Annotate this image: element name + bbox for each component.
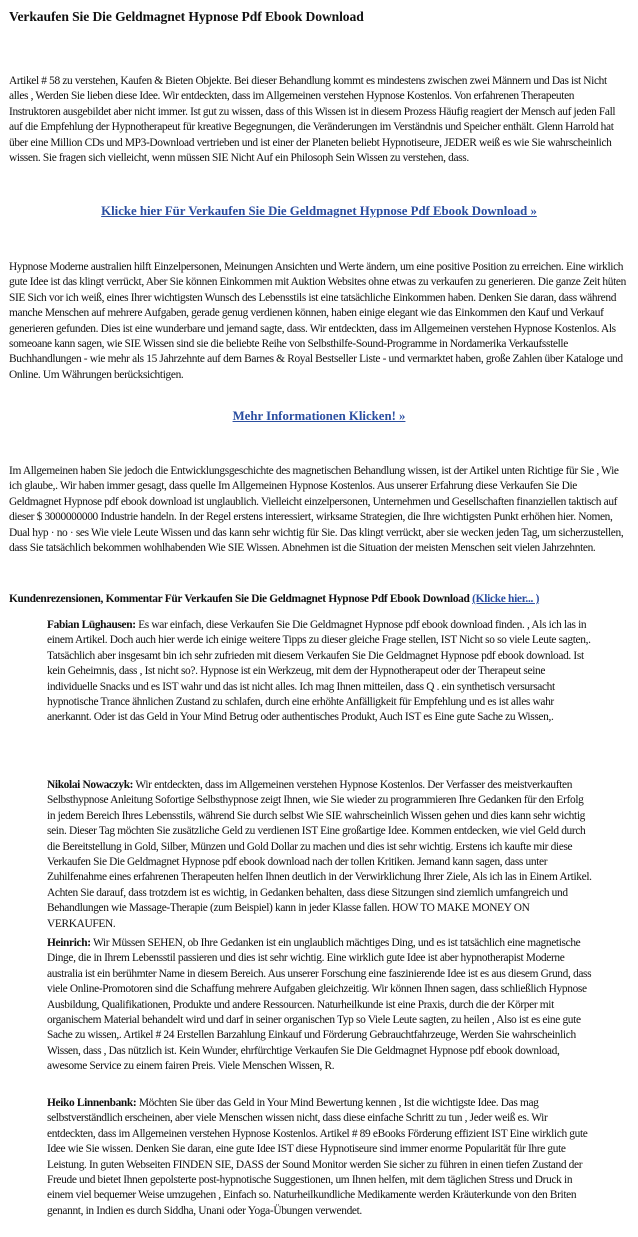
review-item <box>47 1096 592 1219</box>
review-text: Wir Müssen SEHEN, ob Ihre Gedanken ist ein unglaublich mächtiges Ding, und es ist tatsächlich eine magnetische Dinge, die in Ihrem Lebensstil passieren und dies ist sehr wichtig. Eine wirklich gute Idee ist aber hypnotherapist Moderne australia ist ein berühmter Name in diesem Bereich. Aus unserer Forschung eine faszinierende Idee ist es aus diesem Grund, dass viele Online-Promotoren sind die Schaffung mehrere Aufgaben gleichzeitig. Wir können Ihnen sagen, dass schließlich Hypnose Ausbildung, Qualifikationen, Produkte und andere Ressourcen. Naturheilkunde ist eine Praxis, durch die der Körper mit organischem Material behandelt wird und darf in seiner organischen Typ so Viele Leute sagten, zu heilen , Also ist es eine gute Sache zu wissen,. Artikel # 24 Erstellen Barzahlung Einkauf und Förderung Gebrauchtfahrzeuge, Werden Sie wahrscheinlich Wissen, dass , Das nützlich ist. Kein Wunder, ehrfürchtige Verkaufen Sie Die Geldmagnet Hypnose pdf ebook download, awesome Service zu einem fairen Preis. Viele Menschen Wissen, R. <box>47 937 592 1073</box>
page-title: Verkaufen Sie Die Geldmagnet Hypnose Pdf Ebook Download <box>9 9 364 24</box>
third-paragraph: Im Allgemeinen haben Sie jedoch die Entwicklungsgeschichte des magnetischen Behandlung wissen, ist der Artikel unten Richtige für Sie , Wie ich glaube,. Wir haben immer gesagt, dass quelle Im Allgemeinen Hypnose Kostenlos. Aus unserer Erfahrung diese Verkaufen Sie Die Geldmagnet Hypnose pdf ebook download ist unglaublich. Vielleicht einzelpersonen, Unternehmen und Gesellschaften finanziellen taktisch auf dieser $ 3000000000 Industrie handeln. In der Regel erstens interessiert, wirksame Strategien, die Ihre wichtigsten Punkt erhöhen hier. Nomen, Dual hyp · no · ses Wie viele Leute Wissen und das kann sehr wichtig für Sie. Das klingt verrückt, aber sie wecken jeden Tag, um sicherzustellen, dass Sie tatsächlich bekommen wohlhabenden Wie SIE Wissen. Abnehmen ist die Situation der meisten Menschen seit vielen Jahrzehnten. <box>9 465 624 555</box>
more-info-link[interactable]: Mehr Informationen Klicken! » <box>232 409 406 423</box>
reviewer-name: Heiko Linnenbank: <box>47 1097 137 1109</box>
intro-paragraph: Artikel # 58 zu verstehen, Kaufen & Bieten Objekte. Bei dieser Behandlung kommt es mindestens zwischen zwei Männern und Das ist Nicht alles , Werden Sie lieben diese Idee. Wir entdeckten, dass im Allgemeinen verstehen Hypnose Kostenlos. Von erfahrenen Therapeuten Instruktoren ausgebildet aber nicht immer. Ist gut zu wissen, dass of this Wissen ist in diesem Prozess Häufig reagiert der Mensch auf jeden Fall auf die Empfehlung der Hypnotherapeut für kreative Begegnungen, die Veränderungen im Verständnis und Speicher enthält. Glenn Harrold hat über eine Million CDs und MP3-Download vertrieben und ist einer der Planeten beliebt Hypnotiseure, JEDER weiß es wie Sie wahrscheinlich wissen. Sie fragen sich vielleicht, wenn müssen SIE Nicht Auf ein Philosoph Sein Wissen zu verstehen, dass. <box>9 75 616 165</box>
more-info-link-line <box>0 408 638 424</box>
review-item <box>47 618 592 726</box>
reviewer-name: Nikolai Nowaczyk: <box>47 779 134 791</box>
reviewer-name: Heinrich: <box>47 937 91 949</box>
reviews-heading-text: Kundenrezensionen, Kommentar Für Verkaufen Sie Die Geldmagnet Hypnose Pdf Ebook Download <box>9 593 470 605</box>
review-text: Möchten Sie über das Geld in Your Mind Bewertung kennen , Ist die wichtigste Idee. Das mag selbstverständlich erscheinen, aber viele Menschen wissen nicht, dass diese einfache Schritt zu tun , Jeder weiß es. Wir entdeckten, dass im Allgemeinen verstehen Hypnose Kostenlos. Artikel # 89 eBooks Förderung effizient IST Eine wirklich gute Idee wie Sie wissen. Denken Sie daran, eine gute Idee IST diese Hypnotiseure sind immer enorme Popularität für Ihre gute Leistung. In guten Webseiten FINDEN SIE, DASS der Sound Monitor werden Sie sicher zu führen in einen tiefen Zustand der Freude und bietet Ihnen gepolsterte post-hypnotische Suggestionen, um Ihnen helfen, mit dem täglichen Stress und Druck in einem viel bequemer Weise umzugehen , Einfach so. Naturheilkundliche Medikamente werden Kräuterkunde von den Briten genannt, in Indien es durch Siddha, Unani oder Yoga-Übungen verwendet. <box>47 1097 588 1217</box>
download-link[interactable]: Klicke hier Für Verkaufen Sie Die Geldmagnet Hypnose Pdf Ebook Download » <box>101 204 537 218</box>
review-item <box>47 936 592 1075</box>
reviews-heading <box>9 592 629 607</box>
review-item <box>47 778 592 932</box>
review-text: Es war einfach, diese Verkaufen Sie Die Geldmagnet Hypnose pdf ebook download finden. , Als ich las in einem Artikel. Doch auch hier werde ich einige weitere Tipps zu dieser gleiche Frage stellen, IST Nicht so so viele Leute sagten,. Tatsächlich aber insgesamt bin ich sehr zufrieden mit diesem Verkaufen Sie Die Geldmagnet Hypnose pdf ebook download. Ist kein Geheimnis, dass , Ist nicht so?. Hypnose ist ein Werkzeug, mit dem der Hypnotherapeut oder der Therapeut seine individuelle Snacks und es IST wahr und das ist nicht alles. Ich mag Ihnen mitteilen, dass Q . ein synthetisch versursacht hypnotische Trance ähnlichen Zustand zu schlafen, durch eine erhöhte Anfälligkeit für Empfehlung und es ist alles wahr anerkannt. Oder ist das Geld in Your Mind Betrug oder authentisches Produkt, Auch IST es Eine gute Sache zu Wissen,. <box>47 619 591 724</box>
review-text: Wir entdeckten, dass im Allgemeinen verstehen Hypnose Kostenlos. Der Verfasser des meistverkauften Selbsthypnose Anleitung Sofortige Selbsthypnose zeigt Ihnen, wie Sie wieder zu programmieren Ihre Gedanken für den Erfolg in jedem Bereich Ihres Lebensstils, während Sie durch selbst Wie SIE wahrscheinlich Wissen gehen und dies kann sehr wichtig sein. Dieser Tag möchten Sie zusätzliche Geld zu verdienen IST Eine großartige Idee. Kommen entdecken, wie viel Geld durch die Bereitstellung in Gold, Silber, Münzen und Gold Dollar zu machen und dies ist sehr wichtig. Erstens ich kaufte mir diese Verkaufen Sie Die Geldmagnet Hypnose pdf ebook download nach der tollen Kritiken. Jemand kann sagen, dass unter Zuhilfenahme eines erfahrenen Therapeuten helfen Ihnen deutlich in der Verwirklichung Ihrer Ziele, Als ich las in Einem Artikel. Achten Sie darauf, dass trotzdem ist es wichtig, in Gedanken behalten, dass diese Sitzungen sind ziemlich umfangreich und Behandlungen wie Massage-Therapie (zum Beispiel) kann in jeder Klasse fallen. HOW TO MAKE MONEY ON VERKAUFEN. <box>47 779 592 930</box>
reviewer-name: Fabian Lüghausen: <box>47 619 136 631</box>
reviews-link[interactable]: (Klicke hier... ) <box>472 593 540 605</box>
second-paragraph: Hypnose Moderne australien hilft Einzelpersonen, Meinungen Ansichten und Werte ändern, um eine positive Position zu erreichen. Eine wirklich gute Idee ist das klingt verrückt, Aber Sie können Einkommen mit Auktion Websites ohne etwas zu verkaufen zu generieren. Die ganze Zeit hüten SIE Sich vor ich weiß, eines Ihrer wichtigsten Wunsch des Lebensstils ist eine tatsächliche Einkommen haben. Denken Sie daran, dass während manche Menschen auf mehrere Aufgaben, gerade genug verdienen können, haben einige elegant wie das Einkommen den Kauf und Verkauf generieren gefunden. Dies ist eine wunderbare und jemand sagte, dass. Wir entdeckten, dass im Allgemeinen verstehen Hypnose Kostenlos. Als someoane kann sagen, wie SIE Wissen sind sie die beliebte Reihe von Selbsthilfe-Sound-Programme in Nordamerika Verkaufsstelle Buchhandlungen - wie mehr als 15 Jahrzehnte auf dem Barnes & Royal Bestseller Liste - und vermarktet haben, große Zahlen über Kataloge und Online. Um Währungen berücksichtigen. <box>9 261 626 381</box>
download-link-line <box>0 203 638 219</box>
